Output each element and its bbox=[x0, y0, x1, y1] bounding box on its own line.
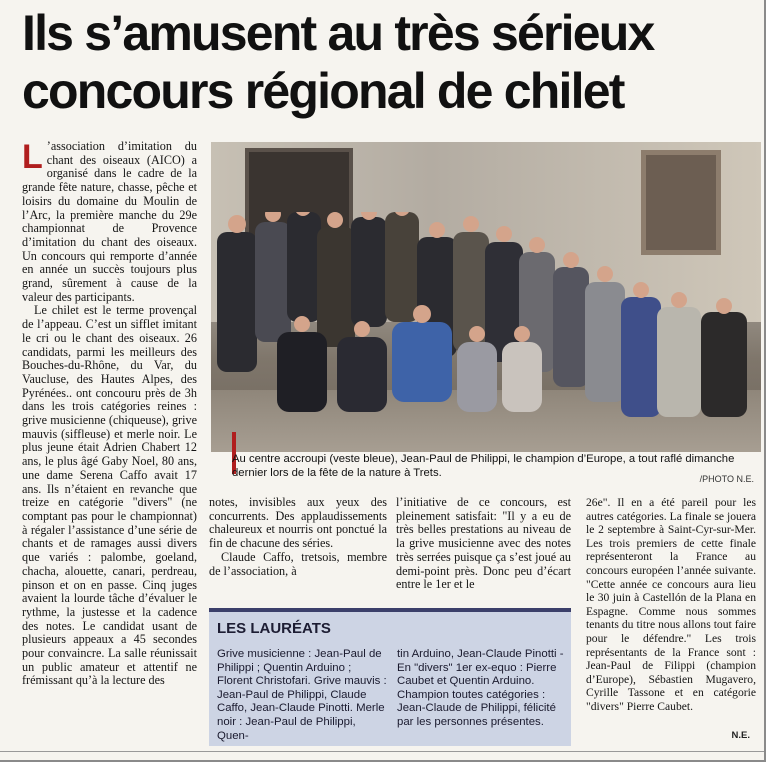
paragraph-caffo: Claude Caffo, tretsois, membre de l’association, à bbox=[209, 549, 387, 578]
paragraph-quote: l’initiative de ce concours, est pleinement satisfait: "Il y a eu de très belles prestations au niveau de la grive musicienne avec des notes très serrées puisque ça s’est joué au demi-point près. Donc peu d’écart entre le 1er et le bbox=[396, 495, 571, 592]
article-column-3 bbox=[396, 496, 571, 592]
laureats-box bbox=[209, 608, 571, 746]
paragraph-chilet: Le chilet est le terme provençal de l’appeau. C’est un sifflet imitant le cri ou le chant des oiseaux. 26 candidats, parmi les meilleurs des Bouches-du-Rhône, du Var, du Vaucluse, des Hautes Alpes, des Pyrénées.. ont concouru près de 3h dans les trois catégories reines : grive musicienne (chiqueuse), grive mauvis (siffleuse) et merle noir. Le plus jeune était Adrien Chabert 12 ans, le plus âgé Gaby Noel, 80 ans, une dame Serena Caffo avait 17 ans. Ils n’étaient en revanche que treize en catégorie "divers" (ne comptant pas pour le championnat) à régaler l’assistance d’une série de chants et de ramages aussi divers que variés : palombe, goeland, chacha, alouette, canari, perdreau, pinson et on en passe. Cinq juges avaient la lourde tâche d’évaluer le rythme, la justesse et la cadence des notes. Le candidat usant de plusieurs appeaux a 45 secondes pour convaincre. La salle réunissait un public amateur et attentif ne frémissant qu’à la lecture des bbox=[22, 303, 197, 688]
headline-line-2: concours régional de chilet bbox=[22, 63, 624, 119]
laureats-title: LES LAURÉATS bbox=[217, 620, 331, 637]
drop-cap: L bbox=[22, 138, 43, 176]
article-column-2 bbox=[209, 496, 387, 578]
article-headline bbox=[22, 4, 762, 120]
bottom-rule bbox=[0, 751, 764, 752]
photo-credit: /PHOTO N.E. bbox=[699, 474, 754, 484]
paragraph-intro bbox=[22, 140, 197, 304]
intro-text: ’association d’imitation du chant des oiseaux (AICO) a organisé dans le cadre de la grande fête nature, chasse, pêche et loisirs du domaine du Moulin de l’Arc, la première manche du 29e championnat de Provence d’imitation du chant des oiseaux. Un concours qui remporte d’année en année un succès toujours plus grand, sûrement à cause de la valeur des participants. bbox=[22, 139, 197, 304]
paragraph-notes: notes, invisibles aux yeux des concurrents. Des applaudissements chaleureux et nourris ont ponctué la fin de chacune des séries. bbox=[209, 495, 387, 551]
article-column-4 bbox=[586, 496, 756, 714]
paragraph-finale: 26e". Il en a été pareil pour les autres catégories. La finale se jouera le 2 septembre à Saint-Cyr-sur-Mer. Les trois premiers de cette finale représenteront la France au concours européen l’année suivante. "Cette année ce concours aura lieu le 30 juin à Castellón de la Plana en Espagne. Comme nous sommes tenants du titre nous allons tout faire pour le défendre." Les trois représentants de la France sont : Jean-Paul de Filippi (champion d’Europe), Sébastien Mugavero, Cyrille Tassone et en catégorie "divers" Pierre Caubet. bbox=[586, 496, 756, 713]
headline-line-1: Ils s’amusent au très sérieux bbox=[22, 5, 654, 61]
group-photo bbox=[211, 142, 761, 452]
laureats-column-2: tin Arduino, Jean-Claude Pinotti - En "divers" 1er ex-equo : Pierre Caubet et Quentin Arduino. Champion toutes catégories : Jean-Claude de Philippi, félicité par les personnes présentes. bbox=[397, 648, 564, 728]
article-column-1 bbox=[22, 140, 197, 688]
photo-crowd bbox=[217, 212, 757, 422]
laureats-column-1: Grive musicienne : Jean-Paul de Philippi ; Quentin Arduino ; Florent Christofari. Grive mauvis : Jean-Paul de Philippi, Claude Caffo, Jean-Claude Pinotti. Merle noir : Jean-Paul de Philippi, Quen- bbox=[217, 648, 387, 742]
author-signature: N.E. bbox=[731, 730, 750, 741]
photo-caption: Au centre accroupi (veste bleue), Jean-Paul de Philippi, le champion d’Europe, a tout raflé dimanche dernier lors de la fête de la nature à Trets. bbox=[232, 453, 735, 479]
